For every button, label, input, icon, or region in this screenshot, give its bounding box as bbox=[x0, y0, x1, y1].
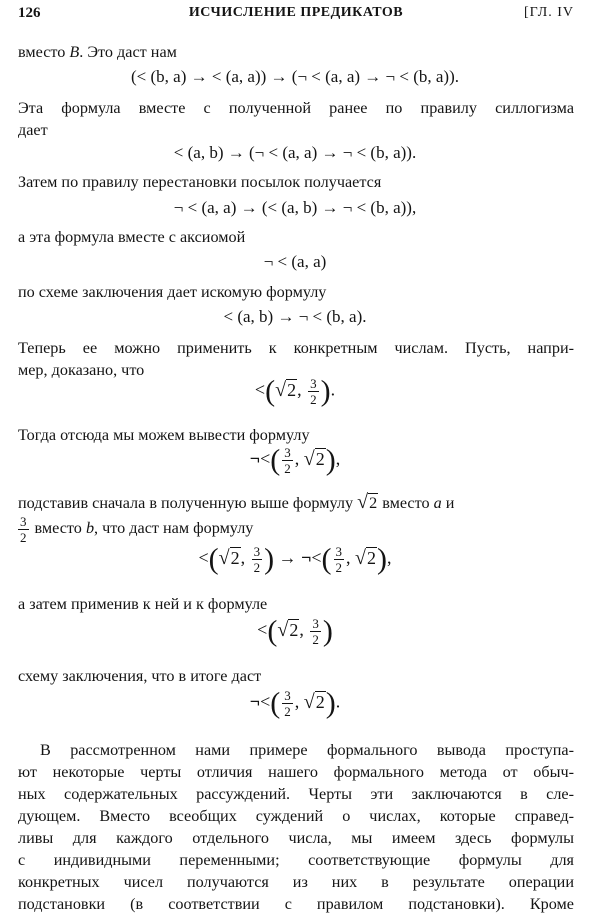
running-title: ИСЧИСЛЕНИЕ ПРЕДИКАТОВ bbox=[188, 5, 404, 20]
chapter-label: [ГЛ. IV bbox=[524, 5, 574, 20]
text-line: $\frac{3}{2}$ вместо b, что даст нам формулу bbox=[20, 514, 254, 545]
text-line: Затем по правилу перестановки посылок получается bbox=[18, 173, 382, 191]
fraction-3-2: $\frac{3}{2}$ bbox=[284, 445, 291, 476]
formula-10: ¬<( $\frac{3}{2}$ , √2). bbox=[249, 686, 341, 720]
formula-8: <(√2, $\frac{3}{2}$ ) → ¬<( $\frac{3}{2}$ , √2), bbox=[198, 542, 392, 576]
sqrt-2: √2 bbox=[275, 378, 297, 401]
paragraph-line: ют некоторые черты отличия нашего формального метода от обыч- bbox=[18, 763, 574, 781]
paragraph-line: подстановки (в соответствии с правилом подстановки). Кроме bbox=[18, 895, 574, 913]
text-line: Тогда отсюда мы можем вывести формулу bbox=[18, 426, 310, 444]
formula-1: (< (b, a) → < (a, a)) → (¬ < (a, a) → ¬ < (b, a)). bbox=[131, 67, 459, 86]
sqrt-2: √2 bbox=[303, 690, 325, 713]
fraction-3-2: $\frac{3}{2}$ bbox=[335, 544, 343, 575]
text-line: вместо B. Это даст нам bbox=[18, 43, 177, 61]
text-line: по схеме заключения дает искомую формулу bbox=[18, 283, 327, 301]
sqrt-2: √2 bbox=[218, 546, 240, 569]
fraction-3-2: $\frac{3}{2}$ bbox=[253, 544, 261, 575]
fraction-3-2: $\frac{3}{2}$ bbox=[284, 688, 291, 719]
formula-7: ¬<( $\frac{3}{2}$ , √2), bbox=[249, 443, 341, 477]
text-line: а затем применив к ней и к формуле bbox=[18, 595, 268, 613]
sqrt-2: √2 bbox=[357, 491, 378, 513]
formula-2: < (a, b) → (¬ < (a, a) → ¬ < (b, a)). bbox=[173, 143, 417, 162]
sqrt-2: √2 bbox=[277, 618, 299, 641]
formula-5: < (a, b) → ¬ < (b, a). bbox=[223, 307, 367, 326]
paragraph-line: ливы для каждого отдельного числа, мы имеем здесь формулы bbox=[18, 829, 574, 847]
text-line: мер, доказано, что bbox=[18, 361, 145, 379]
fraction-3-2: $\frac{3}{2}$ bbox=[312, 616, 319, 647]
paragraph-line: конкретных чисел получаются из них в результате операции bbox=[18, 873, 574, 891]
page-number: 126 bbox=[18, 5, 41, 21]
paragraph-line: с индивидными переменными; соответствующие формулы для bbox=[18, 851, 574, 869]
text-line: подставив сначала в полученную выше формулу √2 вместо a и bbox=[18, 491, 455, 513]
paragraph-line: ных содержательных рассуждений. Черты эти заключаются в сле- bbox=[18, 785, 574, 803]
paragraph-line: дующем. Вместо всеобщих суждений о числах, которые справед- bbox=[18, 807, 574, 825]
running-header bbox=[18, 5, 574, 27]
text-line: Эта формула вместе с полученной ранее по правилу силлогизма bbox=[18, 99, 574, 117]
paragraph-line: В рассмотренном нами примере формального вывода проступа- bbox=[40, 741, 574, 759]
formula-9: <(√2, $\frac{3}{2}$ ) bbox=[257, 614, 333, 648]
text-line: дает bbox=[18, 121, 48, 139]
sqrt-2: √2 bbox=[303, 447, 325, 470]
fraction-3-2: $\frac{3}{2}$ bbox=[20, 514, 27, 545]
text-line: а эта формула вместе с аксиомой bbox=[18, 228, 246, 246]
text-line: схему заключения, что в итоге даст bbox=[18, 667, 262, 685]
fraction-3-2: $\frac{3}{2}$ bbox=[310, 376, 317, 407]
formula-4: ¬ < (a, a) bbox=[263, 252, 327, 271]
formula-6: <(√2, $\frac{3}{2}$ ). bbox=[254, 374, 336, 408]
text-line: Теперь ее можно применить к конкретным числам. Пусть, напри- bbox=[18, 339, 574, 357]
formula-3: ¬ < (a, a) → (< (a, b) → ¬ < (b, a)), bbox=[173, 198, 417, 217]
sqrt-2: √2 bbox=[355, 546, 377, 569]
